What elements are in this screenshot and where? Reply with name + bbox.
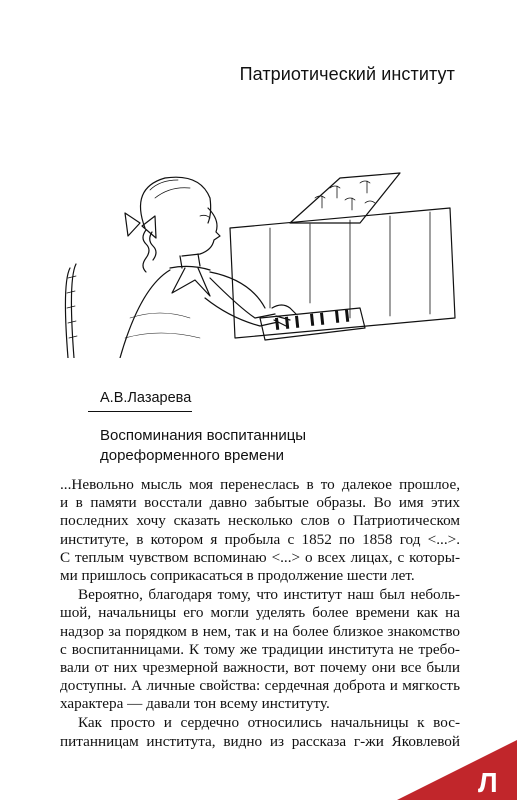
logo-letter: Л	[478, 767, 498, 798]
logo-corner-shape	[397, 740, 517, 800]
text-line: характера — давали тон всему институту.	[60, 695, 330, 713]
paragraph	[60, 586, 460, 713]
text-line: Как просто и сердечно относились начальницы к вос-	[78, 714, 460, 732]
publisher-logo-icon	[367, 740, 517, 800]
text-line: надзор за порядком в нем, так и на более близкое знакомство	[60, 622, 460, 640]
paragraph	[60, 476, 460, 585]
subtitle-line: Воспоминания воспитанницы	[100, 427, 307, 444]
text-line: доступны. А личные свойства: сердечная доброта и мягкость	[60, 677, 460, 695]
running-head: Патриотический институт	[239, 64, 455, 84]
text-line: шой, начальницы его могли уделять более времени как на	[60, 604, 460, 622]
subtitle-line: дореформенного времени	[100, 447, 284, 464]
text-line: институте, в котором я пробыла с 1852 по 1858 год <...>.	[60, 530, 460, 548]
author-name: А.В.Лазарева	[100, 390, 192, 406]
text-line: и в памяти восстали давно забытые образы. Во имя этих	[60, 494, 460, 512]
text-line: ...Невольно мысль моя перенеслась в то далекое прошлое,	[60, 476, 460, 493]
text-line: питанницам института, видно из рассказа г-жи Яковлевой	[60, 732, 460, 750]
chapter-subtitle	[100, 426, 460, 466]
text-line: ми пришлось соприкасаться в продолжение шести лет.	[60, 566, 415, 584]
author-rule	[88, 411, 192, 412]
text-line: С теплым чувством вспоминаю <...> о всех лицах, с которы-	[60, 548, 460, 566]
text-line: Вероятно, благодаря тому, что институт наш был неболь-	[78, 586, 460, 604]
illustration-girl-at-piano	[60, 168, 460, 358]
text-line: последних хочу сказать несколько слов о Патриотическом	[60, 512, 460, 530]
text-line: с воспитанницами. К тому же традиции института не требо-	[60, 640, 460, 658]
body-text	[60, 476, 460, 751]
text-line: вали от них чрезмерной важности, вот почему они все были	[60, 658, 460, 676]
